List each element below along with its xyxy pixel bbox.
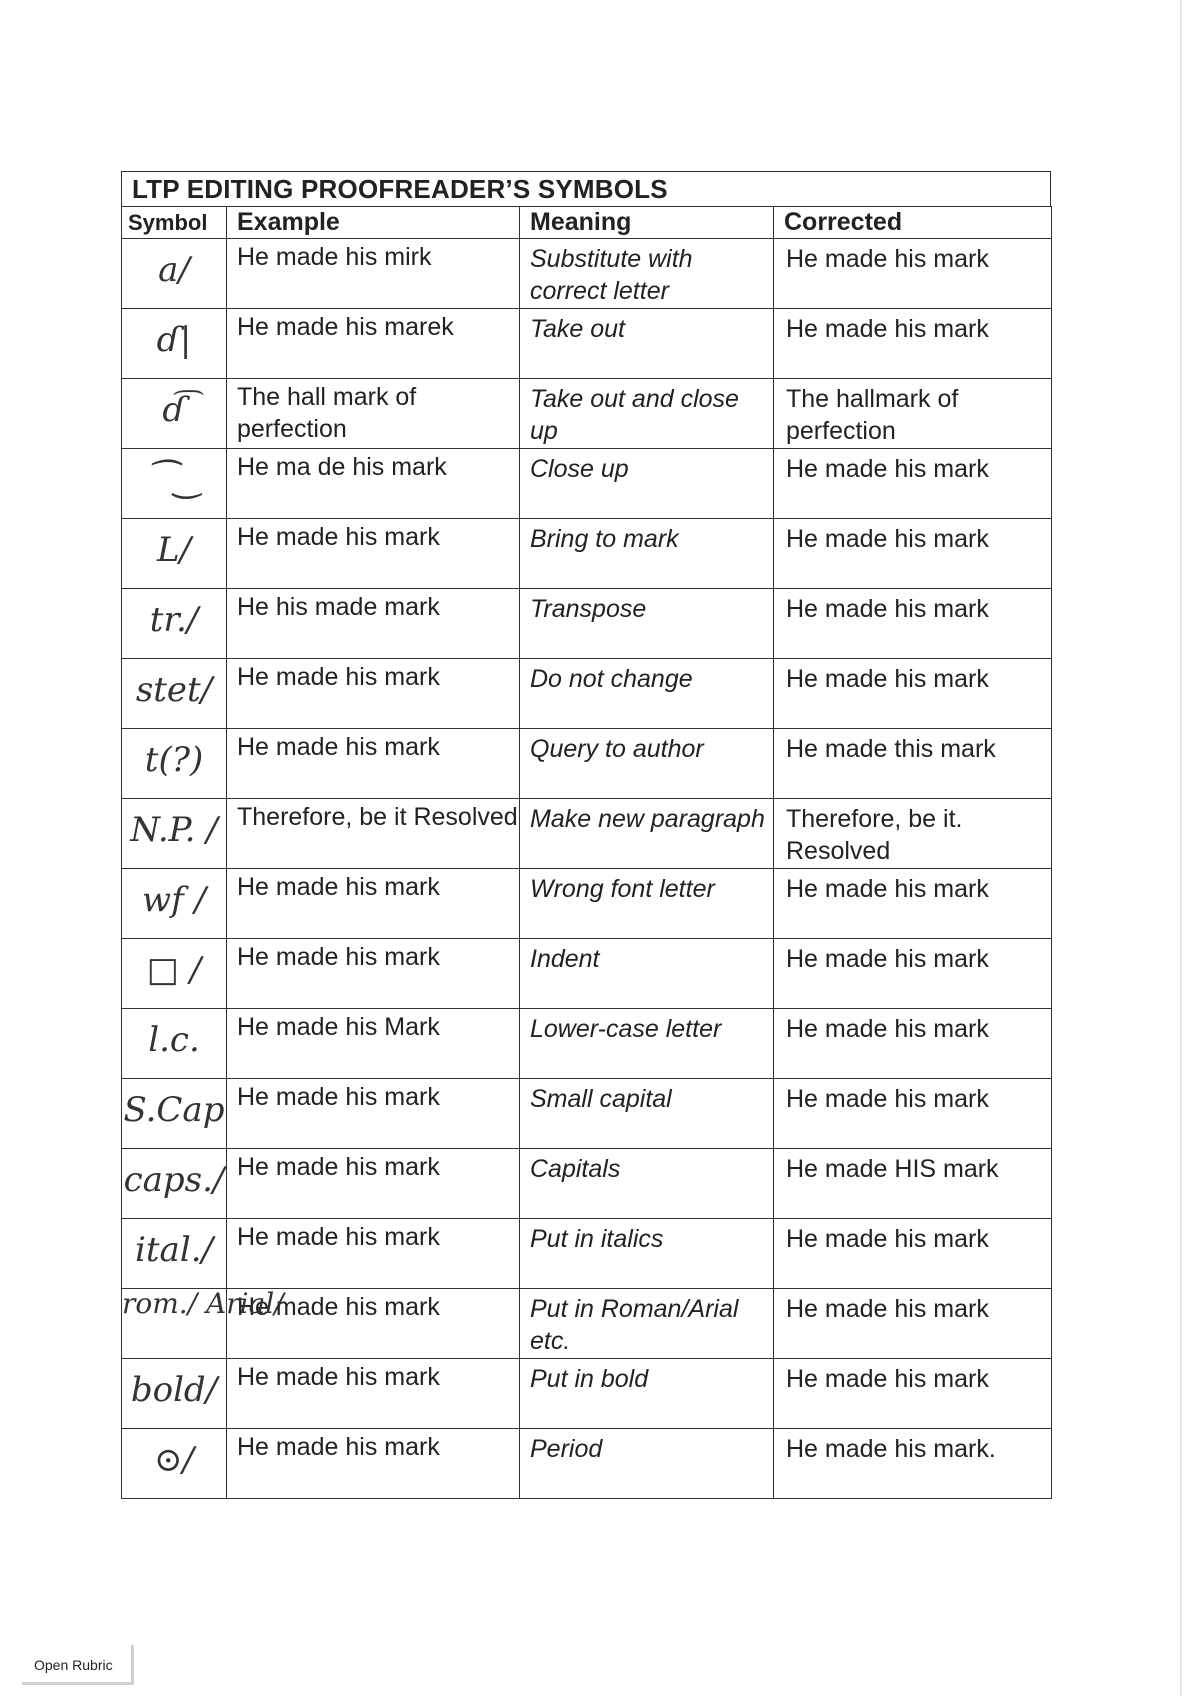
symbols-table	[121, 206, 1052, 1499]
example-cell: The hall mark of perfection	[227, 379, 520, 449]
meaning-cell: Capitals	[520, 1149, 774, 1219]
handwritten-symbol: wf /	[122, 869, 227, 939]
meaning-cell: Substitute with correct letter	[520, 239, 774, 309]
corrected-cell: He made HIS mark	[774, 1149, 1052, 1219]
example-cell: He his made mark	[227, 589, 520, 659]
corrected-cell: He made his mark	[774, 1219, 1052, 1289]
corrected-cell: He made his mark	[774, 1359, 1052, 1429]
meaning-cell: Take out	[520, 309, 774, 379]
corrected-cell: He made his mark	[774, 1009, 1052, 1079]
example-cell: He made his Mark	[227, 1009, 520, 1079]
handwritten-symbol: N.P. /	[122, 799, 227, 869]
example-cell: He made his mark	[227, 729, 520, 799]
handwritten-symbol: caps./	[122, 1149, 227, 1219]
header-example: Example	[227, 207, 520, 239]
corrected-cell: He made his mark	[774, 659, 1052, 729]
table-row	[122, 449, 1052, 519]
meaning-cell: Bring to mark	[520, 519, 774, 589]
table-header-row	[122, 207, 1052, 239]
corrected-cell: He made his mark	[774, 589, 1052, 659]
handwritten-symbol: rom./ Arial/	[122, 1289, 227, 1359]
table-row	[122, 239, 1052, 309]
table-row	[122, 729, 1052, 799]
handwritten-symbol: l.c.	[122, 1009, 227, 1079]
example-cell: He made his mark	[227, 519, 520, 589]
corrected-cell: He made his mark	[774, 309, 1052, 379]
proofreader-symbols-sheet	[121, 171, 1051, 1499]
corrected-cell: He made his mark	[774, 239, 1052, 309]
example-cell: He made his mark	[227, 1359, 520, 1429]
open-rubric-tab[interactable]: Open Rubric	[22, 1645, 134, 1685]
meaning-cell: Query to author	[520, 729, 774, 799]
handwritten-symbol: ⊙/	[122, 1429, 227, 1499]
handwritten-symbol: tr./	[122, 589, 227, 659]
table-row	[122, 1429, 1052, 1499]
corrected-cell: He made his mark.	[774, 1429, 1052, 1499]
handwritten-symbol: t(?)	[122, 729, 227, 799]
table-row	[122, 519, 1052, 589]
example-cell: He made his mark	[227, 1079, 520, 1149]
meaning-cell: Put in italics	[520, 1219, 774, 1289]
table-row	[122, 379, 1052, 449]
corrected-cell: He made his mark	[774, 1079, 1052, 1149]
table-row	[122, 1009, 1052, 1079]
meaning-cell: Transpose	[520, 589, 774, 659]
meaning-cell: Put in Roman/Arial etc.	[520, 1289, 774, 1359]
page-edge	[1180, 0, 1182, 1696]
table-row	[122, 869, 1052, 939]
table-row	[122, 939, 1052, 1009]
meaning-cell: Small capital	[520, 1079, 774, 1149]
table-row	[122, 1149, 1052, 1219]
table-row	[122, 659, 1052, 729]
meaning-cell: Wrong font letter	[520, 869, 774, 939]
corrected-cell: Therefore, be it. Resolved	[774, 799, 1052, 869]
handwritten-symbol: ɗ|	[122, 309, 227, 379]
handwritten-symbol: bold/	[122, 1359, 227, 1429]
example-cell: He made his mark	[227, 939, 520, 1009]
corrected-cell: He made his mark	[774, 1289, 1052, 1359]
table-row	[122, 309, 1052, 379]
example-cell: He made his mark	[227, 1429, 520, 1499]
handwritten-symbol: a/	[122, 239, 227, 309]
example-cell: He made his mark	[227, 1289, 520, 1359]
meaning-cell: Close up	[520, 449, 774, 519]
handwritten-symbol: ⁀‿	[122, 449, 227, 519]
meaning-cell: Period	[520, 1429, 774, 1499]
table-row	[122, 1289, 1052, 1359]
header-meaning: Meaning	[520, 207, 774, 239]
corrected-cell: He made his mark	[774, 449, 1052, 519]
handwritten-symbol: ital./	[122, 1219, 227, 1289]
example-cell: He made his mark	[227, 1219, 520, 1289]
table-row	[122, 1079, 1052, 1149]
corrected-cell: The hallmark of perfection	[774, 379, 1052, 449]
corrected-cell: He made his mark	[774, 519, 1052, 589]
meaning-cell: Lower-case letter	[520, 1009, 774, 1079]
table-row	[122, 1359, 1052, 1429]
example-cell: He made his mark	[227, 869, 520, 939]
meaning-cell: Take out and close up	[520, 379, 774, 449]
corrected-cell: He made this mark	[774, 729, 1052, 799]
example-cell: Therefore, be it Resolved	[227, 799, 520, 869]
header-corrected: Corrected	[774, 207, 1052, 239]
example-cell: He made his mark	[227, 1149, 520, 1219]
handwritten-symbol: □ /	[122, 939, 227, 1009]
header-symbol: Symbol	[122, 207, 227, 239]
meaning-cell: Do not change	[520, 659, 774, 729]
handwritten-symbol: L/	[122, 519, 227, 589]
handwritten-symbol: ɗ͡	[122, 379, 227, 449]
example-cell: He made his mirk	[227, 239, 520, 309]
handwritten-symbol: S.Cap	[122, 1079, 227, 1149]
meaning-cell: Make new paragraph	[520, 799, 774, 869]
table-row	[122, 1219, 1052, 1289]
document-title: LTP EDITING PROOFREADER’S SYMBOLS	[121, 171, 1051, 206]
table-row	[122, 799, 1052, 869]
meaning-cell: Indent	[520, 939, 774, 1009]
corrected-cell: He made his mark	[774, 869, 1052, 939]
example-cell: He made his marek	[227, 309, 520, 379]
corrected-cell: He made his mark	[774, 939, 1052, 1009]
meaning-cell: Put in bold	[520, 1359, 774, 1429]
example-cell: He made his mark	[227, 659, 520, 729]
handwritten-symbol: stet/	[122, 659, 227, 729]
example-cell: He ma de his mark	[227, 449, 520, 519]
table-row	[122, 589, 1052, 659]
